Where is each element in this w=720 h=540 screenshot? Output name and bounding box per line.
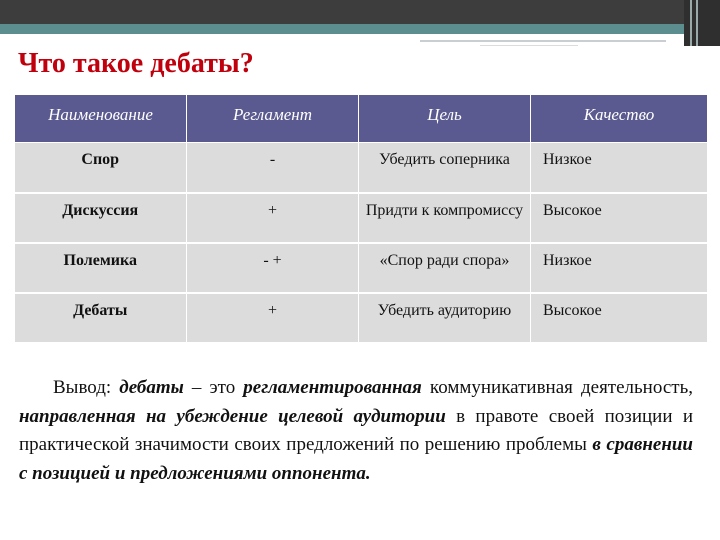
debate-table bbox=[14, 94, 708, 344]
cell-reglament: - + bbox=[187, 243, 359, 293]
header-reglament: Регламент bbox=[187, 95, 359, 143]
cell-name: Спор bbox=[15, 143, 187, 193]
corner-line-2 bbox=[696, 0, 698, 46]
cell-goal: Убедить аудиторию bbox=[359, 293, 531, 343]
cell-reglament: - bbox=[187, 143, 359, 193]
conclusion-dash: – это bbox=[183, 377, 244, 398]
conclusion-comparison: в сравнении с позицией и предложениями оппонента. bbox=[19, 434, 693, 484]
header-quality: Качество bbox=[531, 95, 708, 143]
conclusion-term: дебаты bbox=[119, 377, 184, 398]
title-decor-line-2 bbox=[480, 45, 578, 46]
cell-reglament: + bbox=[187, 293, 359, 343]
header-goal: Цель bbox=[359, 95, 531, 143]
conclusion-activity: коммуникативная деятельность, bbox=[421, 377, 693, 398]
header-name: Наименование bbox=[15, 95, 187, 143]
corner-line-1 bbox=[690, 0, 692, 46]
cell-name: Дискуссия bbox=[15, 193, 187, 243]
table-row bbox=[15, 243, 708, 293]
conclusion-regulated: регламентированная bbox=[243, 377, 422, 398]
cell-quality: Высокое bbox=[531, 193, 708, 243]
table-row bbox=[15, 293, 708, 343]
conclusion-text bbox=[19, 374, 693, 488]
cell-reglament: + bbox=[187, 193, 359, 243]
table-row bbox=[15, 143, 708, 193]
cell-quality: Высокое bbox=[531, 293, 708, 343]
title-decor-line bbox=[420, 40, 666, 42]
cell-goal: Убедить соперника bbox=[359, 143, 531, 193]
top-bar bbox=[0, 0, 720, 24]
cell-name: Полемика bbox=[15, 243, 187, 293]
top-accent-bar bbox=[0, 24, 720, 34]
cell-quality: Низкое bbox=[531, 243, 708, 293]
conclusion-lead: Вывод: bbox=[53, 377, 120, 398]
conclusion-body: в правоте своей позиции и практической значимости своих предложений по решению проблемы bbox=[19, 405, 693, 455]
cell-goal: Придти к компромиссу bbox=[359, 193, 531, 243]
table-row bbox=[15, 193, 708, 243]
cell-name: Дебаты bbox=[15, 293, 187, 343]
conclusion-aim: направленная на убеждение целевой аудитории bbox=[19, 405, 446, 427]
page-title: Что такое дебаты? bbox=[18, 48, 254, 79]
cell-goal: «Спор ради спора» bbox=[359, 243, 531, 293]
table-header-row bbox=[15, 95, 708, 143]
cell-quality: Низкое bbox=[531, 143, 708, 193]
